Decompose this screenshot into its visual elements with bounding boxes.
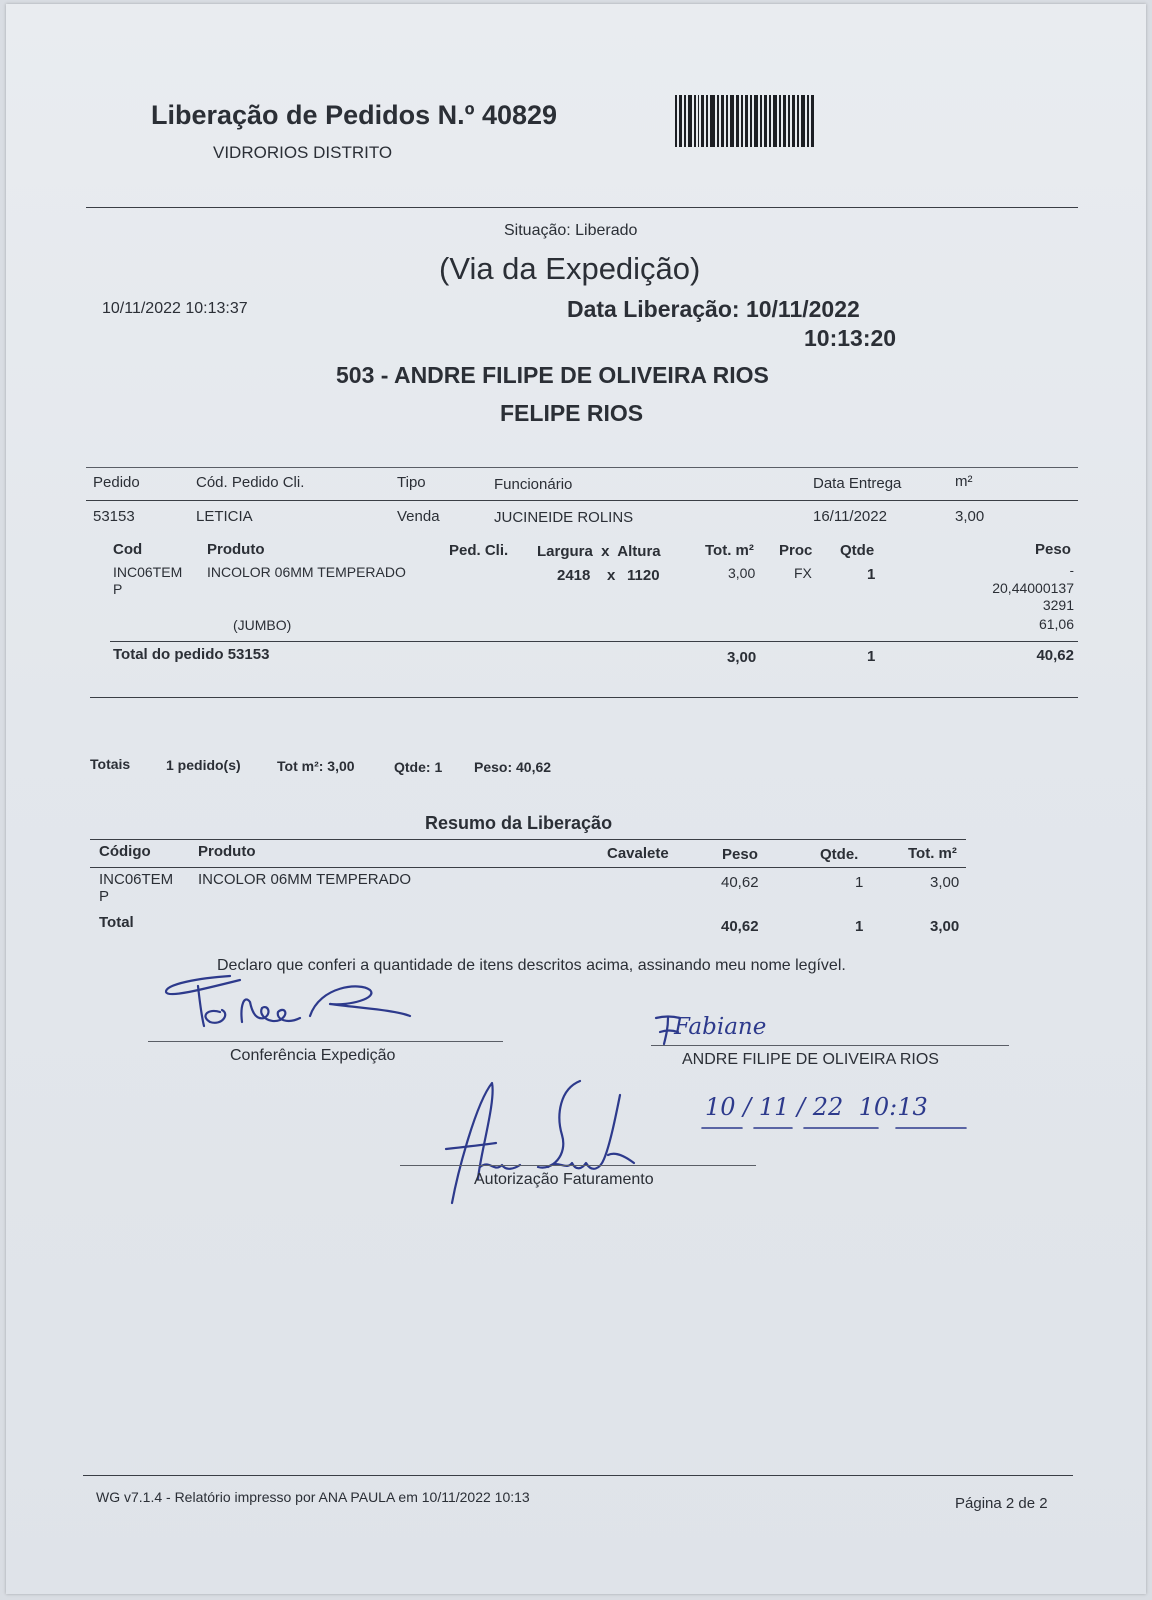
item-cell-qtde: 1 [867, 566, 876, 583]
order-header-pedido: Pedido [93, 474, 140, 491]
item-cell-peso-2: 3291 [1042, 597, 1074, 613]
client-name: 503 - ANDRE FILIPE DE OLIVEIRA RIOS [336, 362, 769, 388]
order-header-m2: m² [955, 473, 973, 490]
release-time: 10:13:20 [804, 325, 897, 351]
conference-signature-line [148, 1041, 503, 1042]
order-header-data-entrega: Data Entrega [813, 475, 902, 492]
order-table-top-rule [86, 467, 1078, 468]
totals-label: Totais [90, 756, 131, 772]
item-cell-peso-1: 20,44000137 [992, 580, 1074, 596]
item-cell-peso-dash: - [1069, 563, 1074, 578]
summary-header-rule [90, 867, 966, 868]
handwritten-date-underline [700, 1124, 970, 1134]
summary-total-peso: 40,62 [721, 918, 759, 935]
item-header-cod: Cod [113, 541, 143, 558]
item-header-tot-m2: Tot. m² [705, 542, 754, 559]
totals-peso: Peso: 40,62 [474, 759, 552, 775]
summary-total-label: Total [99, 914, 134, 931]
authorization-signature-image [430, 1075, 670, 1210]
barcode [675, 95, 851, 147]
order-cell-cod-cli: LETICIA [196, 508, 253, 525]
order-cell-pedido: 53153 [93, 508, 135, 525]
copy-label: (Via da Expedição) [439, 251, 701, 286]
client-handwritten-name: Fabiane [674, 1014, 767, 1040]
summary-header-produto: Produto [198, 843, 256, 860]
summary-cell-produto: INCOLOR 06MM TEMPERADO [198, 871, 412, 888]
order-header-rule [86, 500, 1078, 501]
handwritten-date: 10 / 11 / 22 10:13 [705, 1093, 928, 1121]
footer-rule [83, 1475, 1073, 1476]
item-cell-altura: 1120 [627, 567, 660, 584]
print-datetime: 10/11/2022 10:13:37 [102, 300, 248, 317]
item-total-label: Total do pedido 53153 [113, 646, 270, 663]
item-cell-tot-m2: 3,00 [728, 565, 756, 581]
item-header-dims: Largura x Altura [537, 543, 661, 560]
item-cell-cod: INC06TEM [113, 564, 183, 580]
company-name: VIDRORIOS DISTRITO [213, 143, 393, 162]
summary-total-qtde: 1 [855, 918, 864, 935]
item-total-qtde: 1 [867, 648, 876, 665]
item-cell-peso-3: 61,06 [1038, 616, 1074, 632]
summary-total-tot-m2: 3,00 [930, 918, 960, 935]
authorization-signature-line [400, 1165, 756, 1166]
summary-header-qtde: Qtde. [820, 846, 859, 863]
summary-top-rule [90, 839, 966, 840]
order-cell-data-entrega: 16/11/2022 [813, 508, 887, 525]
summary-cell-codigo-cont: P [99, 888, 110, 905]
client-short-name: FELIPE RIOS [500, 400, 644, 426]
item-header-peso: Peso [1035, 541, 1071, 558]
order-header-funcionario: Funcionário [494, 476, 573, 493]
conference-signature-image [160, 966, 430, 1046]
summary-header-tot-m2: Tot. m² [908, 845, 957, 862]
item-total-peso: 40,62 [1036, 647, 1074, 664]
item-cell-cod-cont: P [113, 581, 123, 597]
client-signature-label: ANDRE FILIPE DE OLIVEIRA RIOS [682, 1051, 939, 1068]
item-cell-produto: INCOLOR 06MM TEMPERADO [207, 564, 406, 580]
client-signature-line [651, 1045, 1009, 1046]
order-header-tipo: Tipo [397, 474, 426, 491]
item-total-rule [110, 641, 1078, 642]
summary-cell-qtde: 1 [855, 874, 864, 891]
summary-title: Resumo da Liberação [425, 813, 613, 833]
conference-label: Conferência Expedição [230, 1047, 396, 1064]
summary-cell-codigo: INC06TEM [99, 871, 174, 888]
summary-cell-tot-m2: 3,00 [930, 874, 960, 891]
item-header-proc: Proc [779, 542, 813, 559]
order-section-end-rule [90, 697, 1078, 698]
release-date: Data Liberação: 10/11/2022 [567, 296, 860, 322]
totals-pedidos: 1 pedido(s) [166, 757, 241, 773]
item-total-m2: 3,00 [727, 649, 757, 666]
summary-header-cavalete: Cavalete [607, 845, 669, 862]
footer-printed-by: WG v7.1.4 - Relatório impresso por ANA PAULA em 10/11/2022 10:13 [96, 1489, 530, 1505]
document-page [6, 4, 1146, 1594]
declaration-text: Declaro que conferi a quantidade de itens descritos acima, assinando meu nome legível. [217, 957, 846, 974]
item-header-qtde: Qtde [840, 542, 875, 559]
summary-header-peso: Peso [722, 846, 758, 863]
totals-m2: Tot m²: 3,00 [277, 758, 355, 774]
item-cell-proc: FX [794, 565, 812, 581]
item-header-ped-cli: Ped. Cli. [449, 542, 509, 559]
order-cell-m2: 3,00 [955, 508, 985, 525]
order-cell-tipo: Venda [397, 508, 440, 525]
item-header-produto: Produto [207, 541, 265, 558]
authorization-label: Autorização Faturamento [474, 1171, 654, 1188]
header-rule [86, 207, 1078, 208]
order-header-cod-cli: Cód. Pedido Cli. [196, 474, 305, 491]
item-cell-x: x [607, 567, 616, 584]
page-number: Página 2 de 2 [955, 1495, 1048, 1512]
summary-header-codigo: Código [99, 843, 151, 860]
totals-qtde: Qtde: 1 [394, 759, 443, 775]
status-text: Situação: Liberado [504, 222, 638, 239]
summary-cell-peso: 40,62 [721, 874, 759, 891]
order-cell-funcionario: JUCINEIDE ROLINS [494, 509, 634, 526]
item-cell-largura: 2418 [557, 567, 591, 584]
item-cell-produto-note: (JUMBO) [233, 617, 292, 633]
document-title: Liberação de Pedidos N.º 40829 [151, 100, 558, 130]
